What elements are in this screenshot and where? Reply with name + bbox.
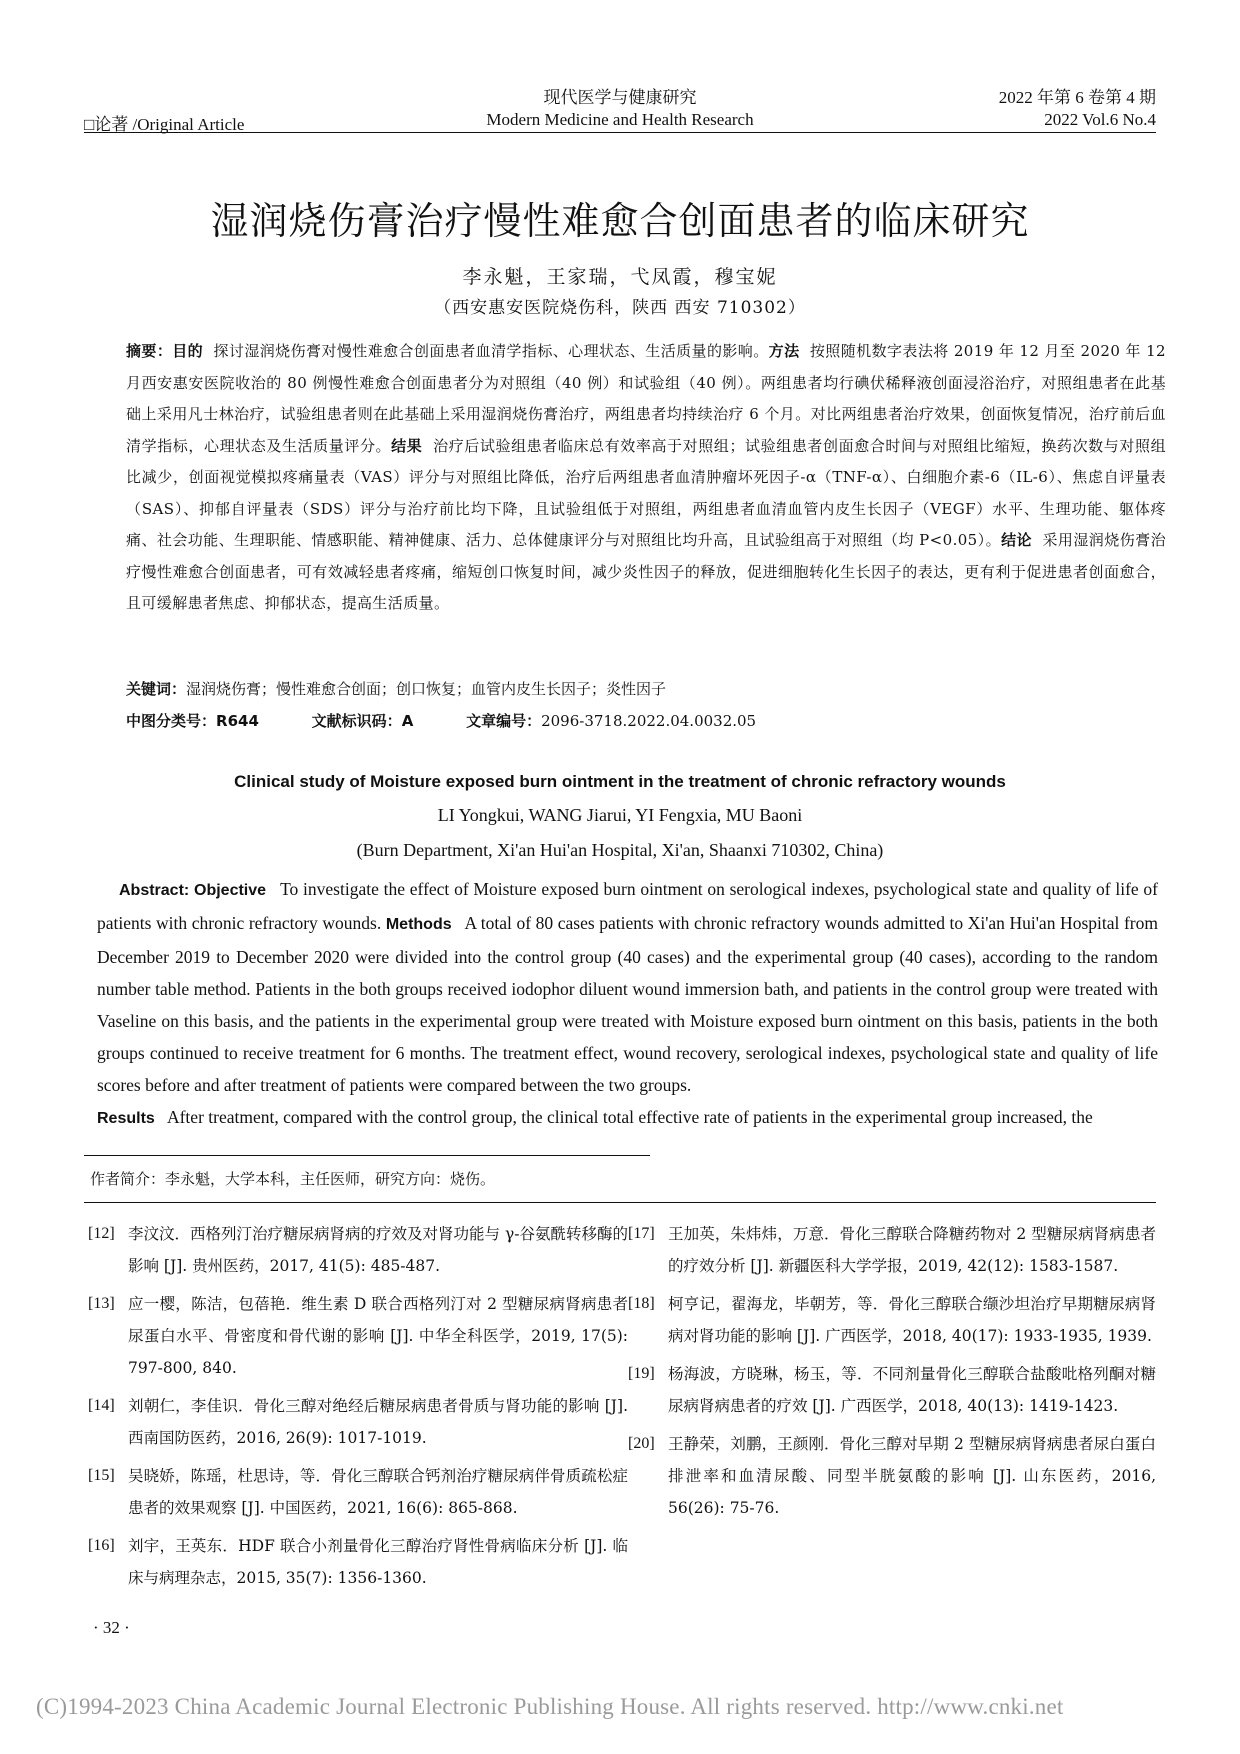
abstract-en-label: Abstract: [119, 882, 190, 899]
results-text: 治疗后试验组患者临床总有效率高于对照组；试验组患者创面愈合时间与对照组比缩短，换药次数与对照组比减少，创面视觉模拟疼痛量表（VAS）评分与对照组比降低，治疗后两组患者血清肿瘤坏死因子-α（TNF-α）、白细胞介素-6（IL-6）、焦虑自评量表（SAS）、抑郁自评量表（SDS）评分与治疗前比均下降，且试验组低于对照组，两组患者血清血管内皮生长因子（VEGF）水平、生理功能、躯体疼痛、社会功能、生理职能、情感职能、精神健康、活力、总体健康评分与对照组比均升高，且试验组高于对照组（均 P<0.05）。 [126, 436, 1166, 549]
reference-item [628, 1428, 1156, 1524]
reference-text: 吴晓娇，陈瑶，杜思诗，等．骨化三醇联合钙剂治疗糖尿病伴骨质疏松症患者的效果观察 [J]. 中国医药，2021, 16(6): 865-868. [128, 1467, 628, 1517]
authors-en: LI Yongkui, WANG Jiarui, YI Fengxia, MU Baoni [437, 805, 803, 825]
reference-item [628, 1358, 1156, 1422]
reference-number: [20] [628, 1435, 655, 1452]
reference-item [88, 1288, 628, 1384]
reference-number: [15] [88, 1467, 115, 1484]
header-issue-cn: 2022 年第 6 卷第 4 期 [998, 88, 1156, 107]
header-issue-en: 2022 Vol.6 No.4 [1044, 110, 1156, 129]
results-label: 结果 [391, 436, 423, 455]
reference-text: 李汶汶．西格列汀治疗糖尿病肾病的疗效及对肾功能与 γ-谷氨酰转移酶的影响 [J]. 贵州医药，2017, 41(5): 485-487. [128, 1225, 628, 1275]
reference-item [88, 1460, 628, 1524]
reference-number: [13] [88, 1295, 115, 1312]
reference-text: 刘朝仁，李佳识．骨化三醇对绝经后糖尿病患者骨质与肾功能的影响 [J]. 西南国防医药，2016, 26(9): 1017-1019. [128, 1397, 628, 1447]
keywords-label: 关键词： [126, 680, 187, 698]
reference-number: [17] [628, 1225, 655, 1242]
header-journal-cn: 现代医学与健康研究 [543, 88, 697, 107]
objective-en-text: To investigate the effect of Moisture exposed burn ointment on serological indexes, psychological state and quality of life of patients with chronic refractory wounds. [97, 879, 1159, 933]
clc-value: R644 [216, 712, 259, 730]
results-en-text: After treatment, compared with the control group, the clinical total effective rate of patients in the experimental group increased, the [166, 1107, 1093, 1127]
reference-number: [14] [88, 1397, 115, 1414]
reference-text: 柯亨记，翟海龙，毕朝芳，等．骨化三醇联合缬沙坦治疗早期糖尿病肾病对肾功能的影响 [J]. 广西医学，2018, 40(17): 1933-1935, 1939. [668, 1295, 1156, 1345]
header-section: □论著 /Original Article [84, 115, 245, 134]
abstract-label: 摘要： [126, 342, 173, 360]
references-rule [84, 1202, 1156, 1203]
objective-text: 探讨湿润烧伤膏对慢性难愈合创面患者血清学指标、心理状态、生活质量的影响。 [213, 342, 769, 360]
reference-text: 杨海波，方晓琳，杨玉，等．不同剂量骨化三醇联合盐酸吡格列酮对糖尿病肾病患者的疗效 [J]. 广西医学，2018, 40(13): 1419-1423. [668, 1365, 1156, 1415]
doc-code-value: A [401, 712, 414, 730]
keywords-row [126, 678, 666, 699]
objective-label: 目的 [172, 342, 204, 360]
article-no-value: 2096-3718.2022.04.0032.05 [541, 712, 757, 730]
doc-code-label: 文献标识码： [311, 712, 402, 730]
reference-item [88, 1530, 628, 1594]
header-rule [84, 132, 1156, 133]
reference-number: [18] [628, 1295, 655, 1312]
title-en: Clinical study of Moisture exposed burn ointment in the treatment of chronic refractory wounds [234, 772, 1006, 791]
reference-number: [12] [88, 1225, 115, 1242]
conclusion-label: 结论 [1001, 531, 1032, 549]
methods-en-text: A total of 80 cases patients with chronic refractory wounds admitted to Xi'an Hui'an Hospital from December 2019 to December 2020 were divided into the control group (40 cases) and the experimental group (40 cases), according to the random number table method. Patients in the both groups received iodophor diluent wound immersion bath, and patients in the control group were treated with Vaseline on this basis, and the patients in the experimental group were treated with Moisture exposed burn ointment on this basis, patients in the both groups continued to receive treatment for 6 months. The treatment effect, wound recovery, serological indexes, psychological state and quality of life scores before and after treatment of patients were compared between the two groups. [97, 913, 1158, 1095]
footnote-rule [84, 1155, 650, 1156]
author-intro: 作者简介：李永魁，大学本科，主任医师，研究方向：烧伤。 [90, 1170, 496, 1188]
copyright-footer: (C)1994-2023 China Academic Journal Electronic Publishing House. All rights reserved. http://www.cnki.net [36, 1694, 1064, 1719]
methods-en-label: Methods [385, 916, 452, 933]
abstract-cn [126, 336, 1166, 620]
methods-text: 按照随机数字表法将 2019 年 12 月至 2020 年 12 月西安惠安医院收治的 80 例慢性难愈合创面患者分为对照组（40 例）和试验组（40 例）。两组患者均行碘伏稀释液创面浸浴治疗，对照组患者在此基础上采用凡士林治疗，试验组患者则在此基础上采用湿润烧伤膏治疗，两组患者均持续治疗 6 个月。对比两组患者治疗效果，创面恢复情况，治疗前后血清学指标，心理状态及生活质量评分。 [126, 342, 1167, 455]
abstract-en [97, 873, 1158, 1135]
reference-number: [19] [628, 1365, 655, 1382]
keywords-text: 湿润烧伤膏；慢性难愈合创面；创口恢复；血管内皮生长因子；炎性因子 [186, 680, 667, 698]
reference-item [628, 1288, 1156, 1352]
affiliation-en: (Burn Department, Xi'an Hui'an Hospital, Xi'an, Shaanxi 710302, China) [356, 840, 884, 860]
reference-text: 应一樱，陈洁，包蓓艳．维生素 D 联合西格列汀对 2 型糖尿病肾病患者尿蛋白水平、骨密度和骨代谢的影响 [J]. 中华全科医学，2019, 17(5): 797-800, 840. [128, 1295, 628, 1377]
reference-item [628, 1218, 1156, 1282]
page-number: · 32 · [93, 1618, 130, 1637]
authors-cn: 李永魁，王家瑞，弋凤霞，穆宝妮 [462, 266, 778, 288]
reference-number: [16] [88, 1537, 115, 1554]
objective-en-label: Objective [194, 882, 267, 899]
classification-row [126, 710, 1176, 731]
article-title: 湿润烧伤膏治疗慢性难愈合创面患者的临床研究 [210, 199, 1030, 243]
header-journal-en: Modern Medicine and Health Research [486, 110, 754, 129]
methods-label: 方法 [768, 342, 800, 360]
reference-text: 王静荣，刘鹏，王颜刚．骨化三醇对早期 2 型糖尿病肾病患者尿白蛋白排泄率和血清尿酸、同型半胱氨酸的影响 [J]. 山东医药，2016, 56(26): 75-76. [668, 1435, 1156, 1517]
reference-text: 王加英，朱炜炜，万意．骨化三醇联合降糖药物对 2 型糖尿病肾病患者的疗效分析 [J]. 新疆医科大学学报，2019, 42(12): 1583-1587. [668, 1225, 1156, 1275]
reference-item [88, 1390, 628, 1454]
results-en-label: Results [97, 1110, 155, 1127]
article-no-label: 文章编号： [466, 712, 542, 730]
reference-text: 刘宇，王英东．HDF 联合小剂量骨化三醇治疗肾性骨病临床分析 [J]. 临床与病理杂志，2015, 35(7): 1356-1360. [128, 1537, 628, 1587]
affiliation-cn: （西安惠安医院烧伤科，陕西 西安 710302） [434, 298, 806, 318]
reference-item [88, 1218, 628, 1282]
clc-label: 中图分类号： [126, 712, 217, 730]
conclusion-text: 采用湿润烧伤膏治疗慢性难愈合创面患者，可有效减轻患者疼痛，缩短创口恢复时间，减少炎性因子的释放，促进细胞转化生长因子的表达，更有利于促进患者创面愈合，且可缓解患者焦虑、抑郁状态，提高生活质量。 [126, 531, 1166, 612]
references-right [628, 1218, 1156, 1530]
references-left [88, 1218, 628, 1600]
